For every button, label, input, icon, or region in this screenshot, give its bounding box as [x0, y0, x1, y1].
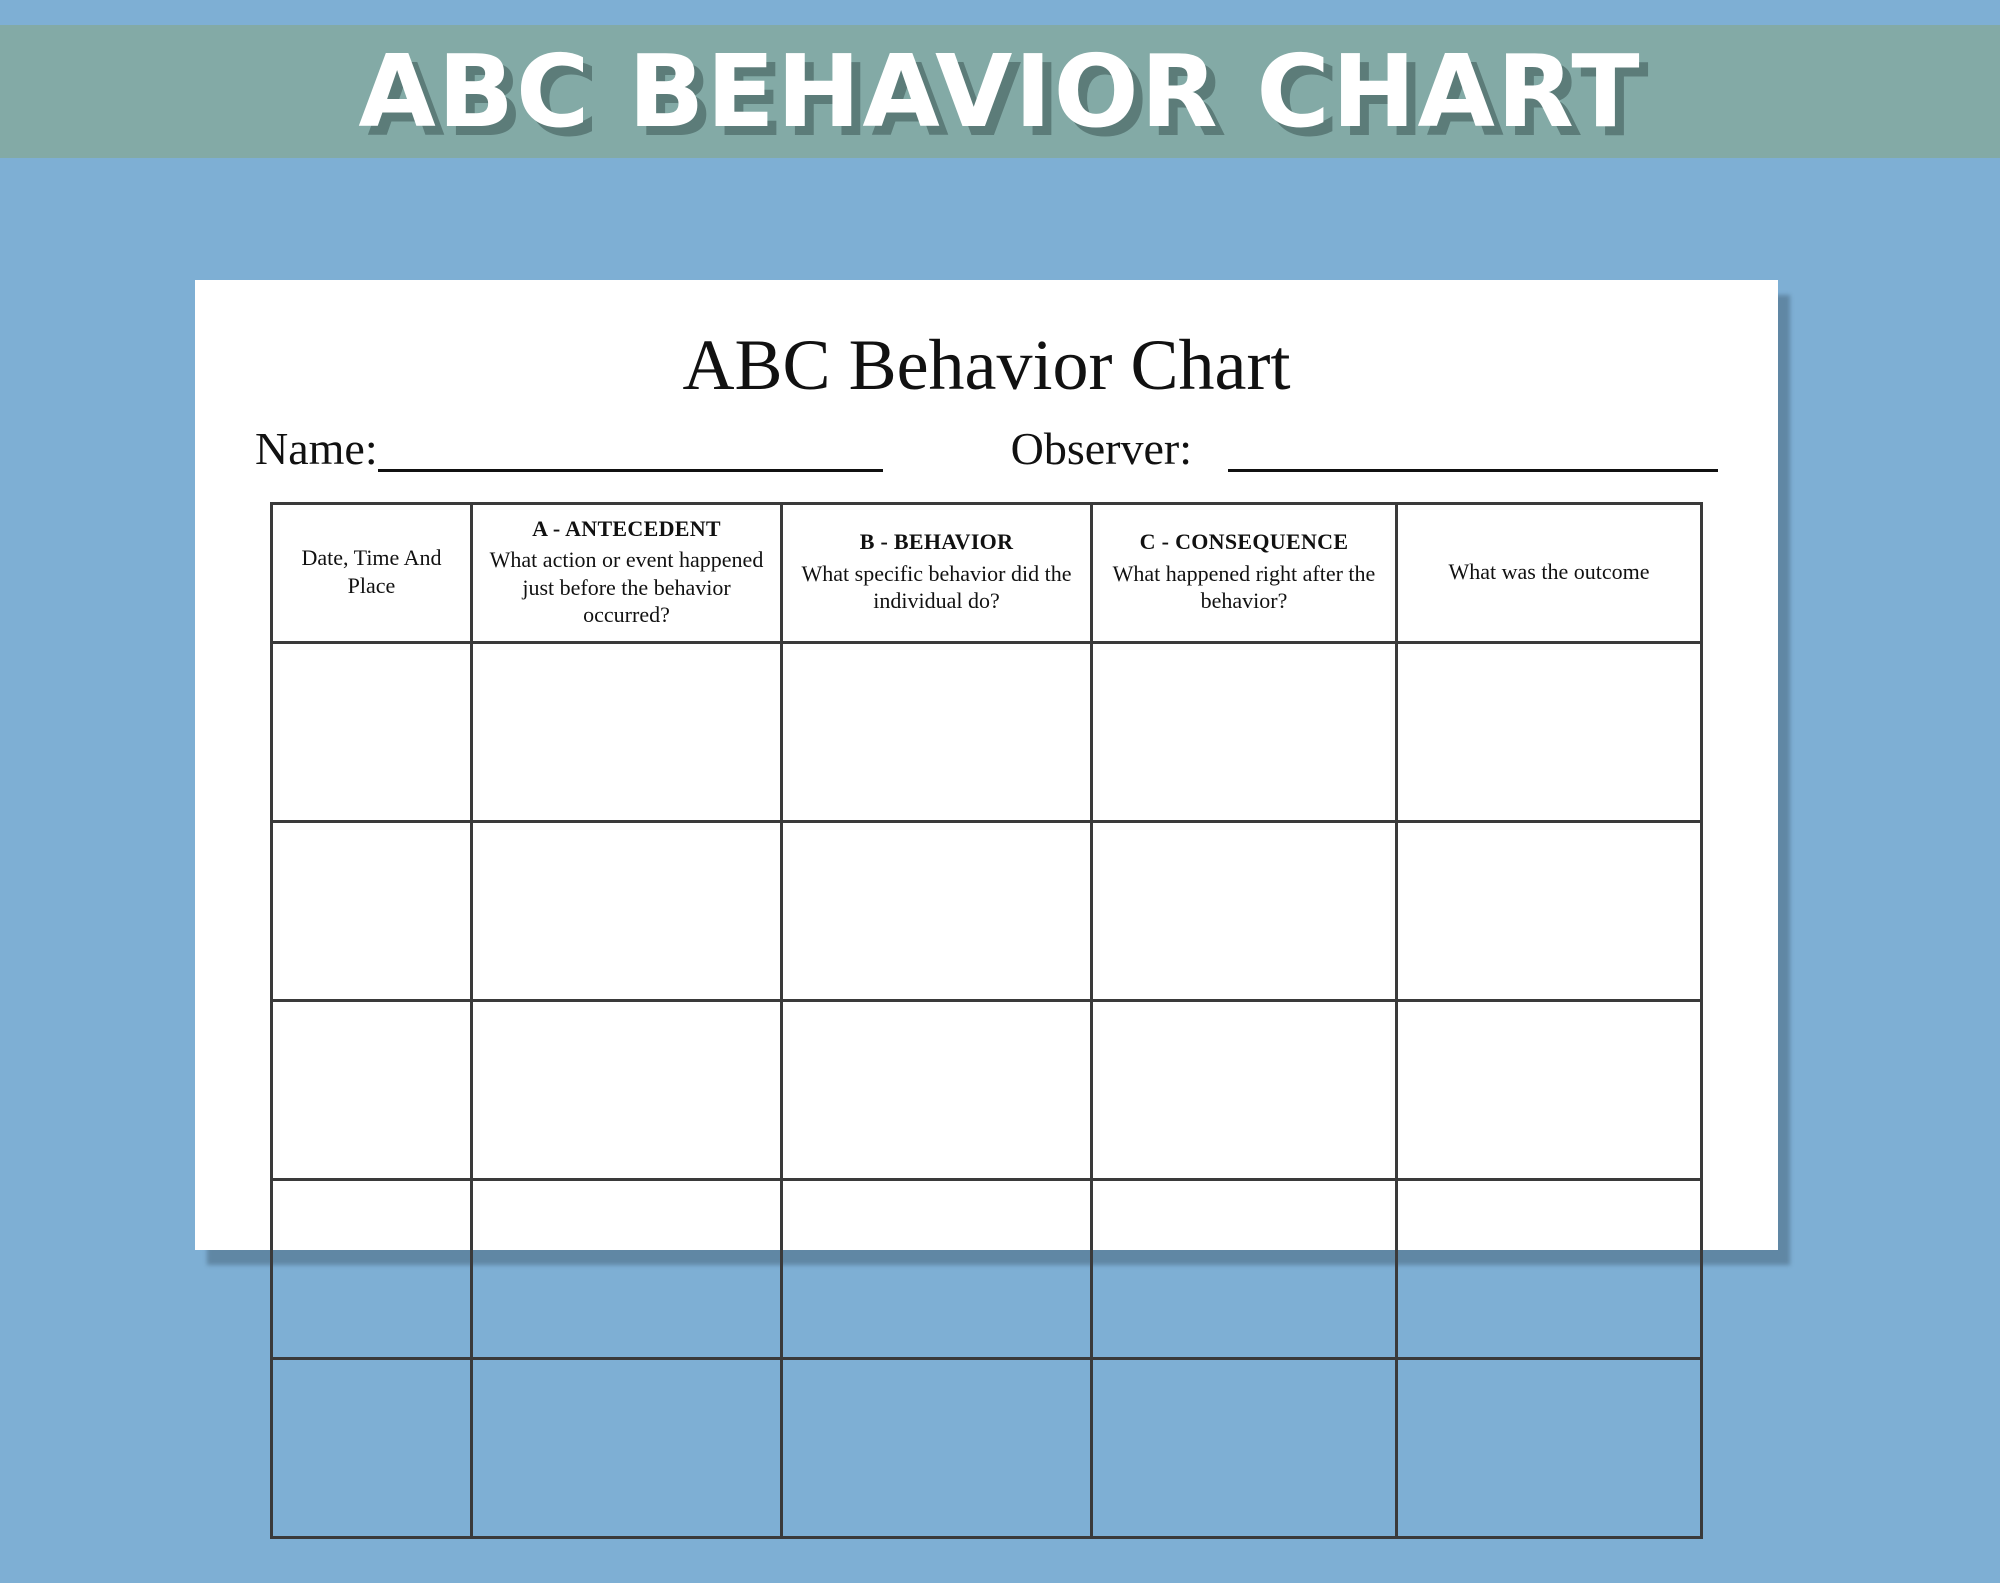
banner-title: ABC BEHAVIOR CHART: [358, 32, 1642, 150]
table-row: [272, 642, 1702, 821]
cell-consequence[interactable]: [1092, 642, 1397, 821]
observer-field-group: [1010, 422, 1718, 474]
cell-date-time-place[interactable]: [272, 1000, 472, 1179]
cell-behavior[interactable]: [782, 821, 1092, 1000]
column-header-behavior-title: B - BEHAVIOR: [859, 529, 1014, 555]
fields-row: [255, 422, 1718, 474]
cell-consequence[interactable]: [1092, 821, 1397, 1000]
worksheet-sheet: [195, 280, 1778, 1250]
name-input-line[interactable]: [378, 429, 883, 472]
cell-outcome[interactable]: [1397, 642, 1702, 821]
table-row: [272, 1000, 1702, 1179]
cell-date-time-place[interactable]: [272, 1179, 472, 1358]
abc-behavior-table: [270, 502, 1703, 1539]
cell-date-time-place[interactable]: [272, 642, 472, 821]
cell-date-time-place[interactable]: [272, 821, 472, 1000]
page-title: ABC Behavior Chart: [682, 325, 1291, 405]
cell-antecedent[interactable]: [472, 821, 782, 1000]
cell-antecedent[interactable]: [472, 1179, 782, 1358]
column-header-antecedent-title: A - ANTECEDENT: [532, 515, 721, 541]
observer-input-line[interactable]: [1228, 429, 1718, 472]
name-field-group: [255, 422, 883, 474]
cell-outcome[interactable]: [1397, 1000, 1702, 1179]
table-body: [272, 642, 1702, 1537]
observer-field-label: Observer:: [1010, 422, 1192, 474]
table-header-row: [272, 503, 1702, 642]
page-banner: [0, 25, 2000, 158]
cell-behavior[interactable]: [782, 1000, 1092, 1179]
column-header-behavior-subtitle: What specific behavior did the individual do?: [801, 560, 1072, 614]
column-header-date-time-place: [272, 503, 472, 642]
column-header-outcome: [1397, 503, 1702, 642]
table-row: [272, 1358, 1702, 1537]
cell-consequence[interactable]: [1092, 1000, 1397, 1179]
column-header-consequence-subtitle: What happened right after the behavior?: [1112, 560, 1376, 614]
cell-outcome[interactable]: [1397, 821, 1702, 1000]
table-row: [272, 821, 1702, 1000]
column-header-antecedent-subtitle: What action or event happened just before the behavior occurred?: [489, 547, 764, 628]
cell-consequence[interactable]: [1092, 1179, 1397, 1358]
column-header-behavior: [782, 503, 1092, 642]
cell-antecedent[interactable]: [472, 1000, 782, 1179]
cell-behavior[interactable]: [782, 1358, 1092, 1537]
table-row: [272, 1179, 1702, 1358]
column-header-antecedent: [472, 503, 782, 642]
column-header-date-time-place-subtitle: Date, Time And Place: [301, 545, 442, 598]
column-header-outcome-subtitle: What was the outcome: [1448, 558, 1650, 584]
column-header-consequence: [1092, 503, 1397, 642]
cell-date-time-place[interactable]: [272, 1358, 472, 1537]
cell-antecedent[interactable]: [472, 642, 782, 821]
name-field-label: Name:: [255, 422, 378, 474]
cell-outcome[interactable]: [1397, 1179, 1702, 1358]
cell-outcome[interactable]: [1397, 1358, 1702, 1537]
cell-antecedent[interactable]: [472, 1358, 782, 1537]
cell-behavior[interactable]: [782, 1179, 1092, 1358]
cell-consequence[interactable]: [1092, 1358, 1397, 1537]
cell-behavior[interactable]: [782, 642, 1092, 821]
column-header-consequence-title: C - CONSEQUENCE: [1139, 529, 1349, 555]
